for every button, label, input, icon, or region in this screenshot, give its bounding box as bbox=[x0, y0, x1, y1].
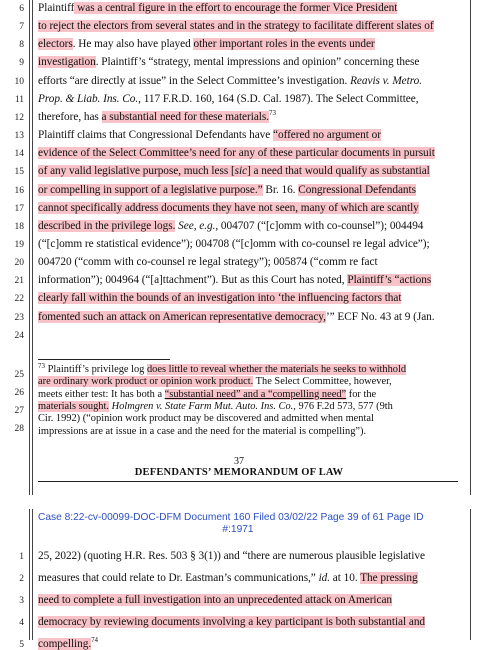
highlighted-text: other important roles in the events under bbox=[193, 38, 375, 51]
footer-title: DEFENDANTS’ MEMORANDUM OF LAW bbox=[134, 467, 344, 478]
text-line bbox=[38, 413, 374, 424]
text-run: for the bbox=[346, 388, 377, 400]
highlighted-text: or compelling in support of a legislative purpose.” bbox=[38, 183, 263, 196]
line-number: 11 bbox=[14, 94, 24, 105]
text-line bbox=[38, 364, 406, 375]
footnote-ref: 73 bbox=[38, 362, 45, 370]
line-number: 18 bbox=[14, 221, 24, 232]
text-run: Plaintiff bbox=[38, 2, 75, 14]
line-number: 14 bbox=[14, 149, 24, 160]
line-number: 22 bbox=[14, 294, 24, 305]
text-run: id. bbox=[318, 572, 331, 584]
line-number: 24 bbox=[14, 330, 24, 341]
text-run: Plaintiff’s privilege log bbox=[45, 364, 147, 375]
text-line bbox=[38, 616, 425, 628]
line-number: 9 bbox=[19, 58, 24, 69]
highlighted-text: clearly fall within the bounds of an investigation into ‘the influencing factors that bbox=[38, 292, 402, 305]
left-margin-rule-inner bbox=[32, 0, 33, 640]
line-number: 20 bbox=[14, 258, 24, 269]
text-line bbox=[38, 256, 378, 268]
text-line bbox=[38, 38, 375, 50]
text-line bbox=[38, 2, 397, 14]
text-run: , 004707 (“[c]omm with co-counsel”); 004494 bbox=[215, 219, 424, 232]
line-number: 23 bbox=[14, 312, 24, 323]
highlighted-text: ] a need that would qualify as substantial bbox=[247, 165, 430, 178]
text-run: Br. 16. bbox=[262, 183, 299, 196]
text-line bbox=[38, 594, 392, 606]
case-header-line2: #:1971 bbox=[222, 524, 254, 535]
footer-rule bbox=[38, 481, 458, 482]
line-number: 13 bbox=[14, 131, 24, 142]
highlighted-text: does little to reveal whether the materials he seeks to withhold bbox=[146, 364, 407, 375]
case-header bbox=[38, 512, 438, 536]
text-run: 004720 (“comm with co-counsel re legal strategy”); 005874 (“comm re fact bbox=[38, 256, 378, 269]
text-run: therefore, has bbox=[38, 110, 102, 123]
highlighted-text: described in the privilege logs. bbox=[38, 219, 176, 232]
highlighted-text: materials sought. bbox=[38, 400, 109, 412]
text-line bbox=[38, 389, 376, 400]
text-run: measures that could relate to Dr. Eastman’s communications,” bbox=[38, 572, 319, 584]
text-line bbox=[38, 165, 430, 177]
highlighted-text: sic bbox=[234, 165, 248, 178]
line-number: 2 bbox=[19, 574, 24, 584]
line-number: 7 bbox=[19, 22, 24, 33]
highlighted-text: “offered no argument or bbox=[273, 129, 381, 142]
case-header-line1: Case 8:22-cv-00099-DOC-DFM Document 160 Filed 03/02/22 Page 39 of 61 Page ID bbox=[38, 512, 424, 523]
highlighted-text: need to complete a full investigation into an unprecedented attack on American bbox=[38, 594, 393, 606]
text-line bbox=[38, 129, 381, 141]
text-run: information”); 004964 (“[a]ttachment”). But as this Court has noted, bbox=[38, 274, 348, 287]
text-run: See, e.g. bbox=[178, 219, 216, 232]
text-run: impressions are at issue in a case and the need for the material is compelling”). bbox=[38, 425, 367, 437]
highlighted-text: was a central figure in the effort to encourage the former Vice President bbox=[74, 2, 398, 14]
highlighted-text: are ordinary work product or opinion work product. bbox=[38, 376, 254, 388]
line-number: 4 bbox=[19, 618, 24, 628]
text-line bbox=[38, 401, 393, 412]
text-run: Holmgren v. State Farm Mut. Auto. Ins. Co. bbox=[111, 400, 294, 412]
highlighted-text: compelling. bbox=[38, 638, 92, 650]
text-run: Plaintiff claims that Congressional Defendants have bbox=[38, 129, 273, 142]
line-number: 17 bbox=[14, 203, 24, 214]
text-line bbox=[38, 184, 416, 196]
text-line bbox=[38, 572, 418, 584]
text-line bbox=[38, 75, 422, 87]
text-run: Prop. & Liab. Ins. Co. bbox=[38, 92, 139, 105]
text-run: (“[c]omm re statistical evidence”); 004708 (“[c]omm with co-counsel re legal advice”); bbox=[38, 237, 430, 250]
text-run: 25, 2022) (quoting H.R. Res. 503 § 3(1)) and “there are numerous plausible legislative bbox=[38, 550, 425, 562]
highlighted-text: Plaintiff’s “actions bbox=[347, 274, 432, 287]
text-line bbox=[38, 550, 425, 562]
text-line bbox=[38, 108, 276, 123]
text-line bbox=[38, 20, 434, 32]
text-line bbox=[38, 274, 431, 286]
highlighted-text: to reject the electors from several states and in the strategy to facilitate different slates of bbox=[38, 20, 434, 33]
line-number: 8 bbox=[19, 40, 24, 51]
left-margin-rule bbox=[29, 0, 30, 640]
text-line bbox=[38, 311, 435, 323]
text-run: , 117 F.R.D. 160, 164 (S.D. Cal. 1987). The Select Committee, bbox=[138, 92, 419, 105]
highlighted-text: democracy by reviewing documents involving a key participant is both substantial and bbox=[38, 616, 426, 628]
text-line bbox=[38, 56, 419, 68]
text-line bbox=[38, 220, 423, 232]
line-number: 12 bbox=[14, 112, 24, 123]
line-number: 3 bbox=[19, 596, 24, 606]
line-number: 19 bbox=[14, 239, 24, 250]
text-run: . He may also have played bbox=[72, 38, 194, 51]
line-number: 6 bbox=[19, 4, 24, 14]
line-number: 25 bbox=[14, 370, 24, 380]
text-run: . Plaintiff’s “strategy, mental impressions and opinion” concerning these bbox=[95, 56, 420, 69]
text-run: at 10. bbox=[330, 572, 361, 584]
page-number: 37 bbox=[234, 456, 244, 467]
footnote-ref: 73 bbox=[269, 108, 276, 117]
highlighted-text: of any valid legislative purpose, much less [ bbox=[38, 165, 235, 178]
text-run: , 976 F.2d 573, 577 (9th bbox=[293, 400, 393, 412]
text-line bbox=[38, 93, 419, 105]
highlighted-text: “substantial need” and a “compelling need” bbox=[164, 388, 347, 400]
text-run: meets either test: It has both a bbox=[38, 388, 165, 400]
text-run: Reavis v. Metro. bbox=[350, 74, 423, 87]
line-number: 21 bbox=[14, 276, 24, 287]
line-number: 26 bbox=[14, 388, 24, 398]
highlighted-text: The pressing bbox=[360, 572, 418, 584]
text-run: Cir. 1992) (“opinion work product may be discovered and admitted when mental bbox=[38, 413, 374, 425]
highlighted-text: Congressional Defendants bbox=[298, 183, 416, 196]
footnote-separator bbox=[38, 359, 170, 360]
text-run: efforts “are directly at issue” in the Select Committee’s investigation. bbox=[38, 74, 351, 87]
footnote-ref: 74 bbox=[91, 636, 99, 644]
text-line bbox=[38, 202, 419, 214]
line-number: 1 bbox=[19, 552, 24, 562]
line-number: 16 bbox=[14, 185, 24, 196]
text-line bbox=[38, 292, 401, 304]
highlighted-text: a substantial need for these materials. bbox=[101, 110, 269, 123]
highlighted-text: electors bbox=[38, 38, 73, 51]
highlighted-text: evidence of the Select Committee’s need for any of these particular documents in pursuit bbox=[38, 147, 435, 160]
page-break-gap bbox=[0, 495, 478, 509]
line-number: 27 bbox=[14, 406, 24, 416]
text-line bbox=[38, 147, 435, 159]
text-run: The Select Committee, however, bbox=[253, 376, 392, 388]
right-margin-rule bbox=[470, 0, 471, 640]
highlighted-text: investigation bbox=[38, 56, 96, 69]
text-line bbox=[38, 426, 366, 437]
line-number: 28 bbox=[14, 424, 24, 434]
highlighted-text: cannot specifically address documents they have not seen, many of which are scantly bbox=[38, 201, 419, 214]
highlighted-text: fomented such an attack on American representative democracy, bbox=[38, 310, 326, 323]
text-run: ’” ECF No. 43 at 9 (Jan. bbox=[325, 310, 435, 323]
line-number: 15 bbox=[14, 167, 24, 178]
text-line bbox=[38, 376, 392, 387]
line-number: 10 bbox=[14, 76, 24, 87]
line-number: 5 bbox=[19, 640, 24, 650]
text-line bbox=[38, 238, 430, 250]
